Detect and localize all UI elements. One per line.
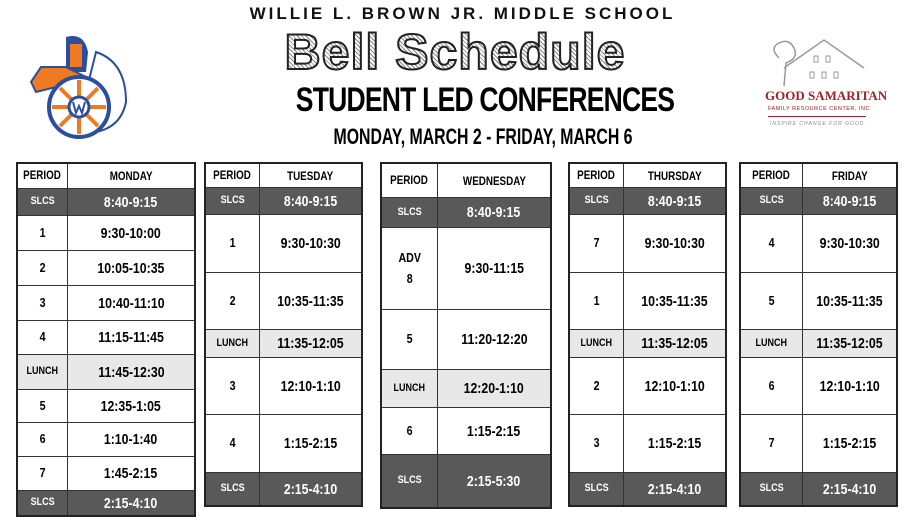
period-cell (206, 330, 260, 357)
table-row (570, 472, 725, 505)
date-range: MONDAY, MARCH 2 - FRIDAY, MARCH 6 (333, 124, 633, 149)
time-text: WEDNESDAY (462, 173, 526, 188)
time-cell (260, 273, 361, 329)
table-row (18, 389, 194, 422)
time-text: 1:15-2:15 (283, 435, 338, 452)
period-cell (741, 330, 803, 357)
table-row (382, 197, 550, 227)
period-cell (206, 215, 260, 272)
period-text: 1 (39, 224, 46, 240)
time-cell (803, 188, 896, 214)
period-text: 4 (229, 435, 236, 451)
table-row (18, 490, 194, 515)
period-text: 5 (39, 397, 46, 413)
period-cell (18, 390, 68, 422)
period-cell (206, 188, 260, 214)
period-cell (382, 198, 438, 227)
table-row (206, 329, 361, 357)
time-text: TUESDAY (287, 168, 334, 183)
period-text: SLCS (397, 474, 422, 487)
period-text: 1 (229, 235, 236, 251)
schedule-table-wednesday (380, 162, 552, 509)
time-text: 8:40-9:15 (104, 193, 158, 211)
time-cell (68, 321, 194, 354)
school-mascot-logo-icon (26, 32, 136, 142)
time-text: 2:15-5:30 (467, 472, 521, 490)
period-text: SLCS (584, 482, 609, 495)
time-cell (803, 215, 896, 272)
period-text: 6 (768, 377, 775, 393)
time-cell (438, 310, 550, 369)
period-text: SLCS (759, 194, 784, 207)
time-text: 1:15-2:15 (647, 435, 702, 452)
period-text: 3 (229, 377, 236, 393)
time-cell (438, 408, 550, 454)
time-cell (803, 330, 896, 357)
time-cell (260, 330, 361, 357)
period-cell (570, 215, 624, 272)
time-text: 9:30-10:00 (100, 224, 162, 242)
period-text: PERIOD (213, 167, 252, 182)
period-cell (18, 216, 68, 250)
time-text: 10:35-11:35 (816, 292, 883, 310)
time-cell (260, 188, 361, 214)
time-cell (438, 198, 550, 227)
time-text: 11:15-11:45 (98, 329, 164, 346)
school-name: WILLIE L. BROWN JR. MIDDLE SCHOOL (249, 4, 676, 23)
period-text: 5 (768, 292, 775, 308)
period-text: SLCS (397, 205, 422, 218)
time-cell (68, 189, 194, 215)
table-row (18, 422, 194, 456)
period-cell (741, 215, 803, 272)
period-cell (382, 310, 438, 369)
table-row (570, 187, 725, 214)
period-cell (741, 473, 803, 505)
time-cell (803, 273, 896, 329)
schedule-table-thursday (568, 162, 727, 507)
period-cell (570, 273, 624, 329)
table-row (741, 187, 896, 214)
time-cell (260, 358, 361, 414)
table-row (570, 414, 725, 472)
period-text: LUNCH (216, 336, 249, 349)
period-text: LUNCH (26, 365, 59, 378)
period-text: LUNCH (393, 381, 426, 394)
table-row (206, 472, 361, 505)
table-row (18, 285, 194, 320)
time-text: 8:40-9:15 (283, 192, 338, 210)
time-text: 9:30-10:30 (280, 235, 341, 252)
table-row (206, 414, 361, 472)
table-row (18, 354, 194, 389)
table-row (741, 214, 896, 272)
period-cell (382, 164, 438, 197)
time-cell (260, 473, 361, 505)
table-row (570, 357, 725, 414)
time-text: 11:20-12:20 (460, 331, 528, 348)
table-row (206, 357, 361, 414)
table-header (570, 164, 725, 187)
period-cell (18, 321, 68, 354)
period-text: 2 (229, 292, 236, 308)
time-text: 2:15-4:10 (647, 480, 702, 498)
period-text: 3 (39, 294, 46, 310)
period-text: 6 (39, 431, 46, 447)
period-text: SLCS (220, 194, 245, 207)
table-row (382, 454, 550, 507)
time-cell (438, 455, 550, 507)
table-row (18, 320, 194, 354)
schedule-table-monday (16, 162, 196, 517)
period-cell (206, 473, 260, 505)
table-row (382, 227, 550, 309)
period-cell (382, 228, 438, 309)
time-text: 11:35-12:05 (816, 335, 883, 352)
time-text: 9:30-10:30 (819, 235, 880, 252)
table-header (382, 164, 550, 197)
period-text: SLCS (220, 482, 245, 495)
period-cell (382, 455, 438, 507)
period-text: PERIOD (577, 167, 616, 182)
time-text: 10:05-10:35 (97, 259, 165, 277)
period-text: 3 (593, 435, 600, 451)
period-cell (206, 358, 260, 414)
period-text: 4 (39, 329, 46, 345)
period-cell (206, 164, 260, 187)
time-cell (803, 415, 896, 472)
table-row (206, 214, 361, 272)
time-text: 8:40-9:15 (822, 192, 877, 210)
period-text: ADV 8 (398, 249, 421, 286)
time-cell (624, 273, 725, 329)
time-cell (68, 164, 194, 188)
time-text: 12:10-1:10 (280, 377, 341, 395)
time-text: 1:10-1:40 (104, 431, 158, 448)
time-cell (68, 216, 194, 250)
time-text: 2:15-4:10 (283, 480, 338, 498)
period-text: PERIOD (23, 168, 62, 183)
table-row (570, 329, 725, 357)
period-text: SLCS (30, 496, 55, 509)
time-cell (803, 473, 896, 505)
time-cell (438, 164, 550, 197)
period-cell (570, 415, 624, 472)
table-row (382, 309, 550, 369)
table-row (382, 369, 550, 407)
time-text: MONDAY (109, 169, 153, 183)
period-cell (18, 286, 68, 320)
time-text: 12:10-1:10 (644, 377, 705, 395)
table-header (18, 164, 194, 188)
time-cell (260, 215, 361, 272)
period-text: 2 (39, 259, 46, 275)
period-cell (18, 251, 68, 285)
table-row (382, 407, 550, 454)
period-text: PERIOD (390, 172, 429, 187)
period-cell (18, 457, 68, 490)
time-cell (624, 215, 725, 272)
period-cell (206, 415, 260, 472)
table-row (741, 329, 896, 357)
period-text: 4 (768, 235, 775, 251)
period-text: SLCS (30, 195, 55, 208)
period-text: 7 (39, 465, 46, 481)
time-cell (624, 473, 725, 505)
time-text: 11:45-12:30 (97, 363, 165, 381)
time-cell (68, 355, 194, 389)
period-cell (382, 408, 438, 454)
table-row (570, 272, 725, 329)
period-text: 5 (406, 331, 413, 347)
period-cell (18, 423, 68, 456)
period-text: 7 (593, 235, 600, 251)
period-cell (570, 358, 624, 414)
time-cell (438, 370, 550, 407)
time-text: 1:15-2:15 (467, 422, 521, 440)
time-text: FRIDAY (831, 168, 868, 183)
period-cell (741, 188, 803, 214)
time-text: 9:30-10:30 (644, 235, 705, 252)
table-row (741, 357, 896, 414)
time-text: 12:20-1:10 (463, 380, 525, 397)
time-text: 8:40-9:15 (647, 192, 702, 210)
period-text: 1 (593, 292, 600, 308)
time-cell (803, 164, 896, 187)
time-cell (68, 457, 194, 490)
period-cell (18, 189, 68, 215)
time-cell (68, 423, 194, 456)
table-row (741, 272, 896, 329)
period-cell (382, 370, 438, 407)
time-cell (803, 358, 896, 414)
period-cell (570, 473, 624, 505)
period-text: LUNCH (755, 336, 788, 349)
table-row (206, 272, 361, 329)
period-cell (206, 273, 260, 329)
time-cell (624, 188, 725, 214)
time-text: 11:35-12:05 (641, 335, 708, 352)
period-text: 2 (593, 377, 600, 393)
subtitle: STUDENT LED CONFERENCES (295, 81, 675, 119)
time-cell (68, 491, 194, 515)
table-row (206, 187, 361, 214)
table-row (570, 214, 725, 272)
time-cell (438, 228, 550, 309)
time-text: 10:40-11:10 (97, 294, 165, 312)
time-text: 12:35-1:05 (100, 397, 162, 415)
period-text: SLCS (584, 194, 609, 207)
table-row (741, 472, 896, 505)
period-text: 7 (768, 435, 775, 451)
period-cell (18, 355, 68, 389)
time-cell (624, 164, 725, 187)
period-cell (18, 164, 68, 188)
time-text: 11:35-12:05 (277, 335, 344, 352)
period-text: SLCS (759, 482, 784, 495)
period-cell (741, 164, 803, 187)
table-header (206, 164, 361, 187)
time-cell (68, 390, 194, 422)
time-text: 10:35-11:35 (277, 292, 344, 310)
table-row (741, 414, 896, 472)
time-text: 1:15-2:15 (822, 435, 877, 452)
page-title: Bell Schedule (180, 25, 730, 79)
period-text: 6 (406, 422, 413, 438)
schedule-table-friday (739, 162, 898, 507)
partner-subtitle: FAMILY RESOURCE CENTER, INC. (768, 105, 866, 117)
time-cell (624, 330, 725, 357)
period-cell (741, 273, 803, 329)
time-cell (260, 164, 361, 187)
period-cell (18, 491, 68, 515)
time-text: 10:35-11:35 (641, 292, 708, 310)
time-cell (624, 358, 725, 414)
time-cell (68, 286, 194, 320)
time-cell (624, 415, 725, 472)
table-row (18, 215, 194, 250)
partner-tagline: INSPIRE CHANGE FOR GOOD (770, 121, 865, 127)
time-text: 2:15-4:10 (822, 480, 877, 498)
table-header (741, 164, 896, 187)
table-row (18, 456, 194, 490)
time-text: THURSDAY (647, 168, 702, 183)
time-text: 1:45-2:15 (104, 465, 158, 482)
period-cell (570, 164, 624, 187)
partner-name: GOOD SAMARITAN (765, 88, 888, 103)
period-text: LUNCH (580, 336, 613, 349)
period-text: PERIOD (752, 167, 791, 182)
schedule-table-tuesday (204, 162, 363, 507)
time-cell (260, 415, 361, 472)
time-text: 12:10-1:10 (819, 377, 880, 395)
period-cell (741, 358, 803, 414)
period-cell (741, 415, 803, 472)
time-text: 8:40-9:15 (467, 204, 521, 221)
time-cell (68, 251, 194, 285)
table-row (18, 188, 194, 215)
period-cell (570, 330, 624, 357)
time-text: 9:30-11:15 (464, 260, 524, 277)
period-cell (570, 188, 624, 214)
time-text: 2:15-4:10 (104, 494, 158, 512)
table-row (18, 250, 194, 285)
